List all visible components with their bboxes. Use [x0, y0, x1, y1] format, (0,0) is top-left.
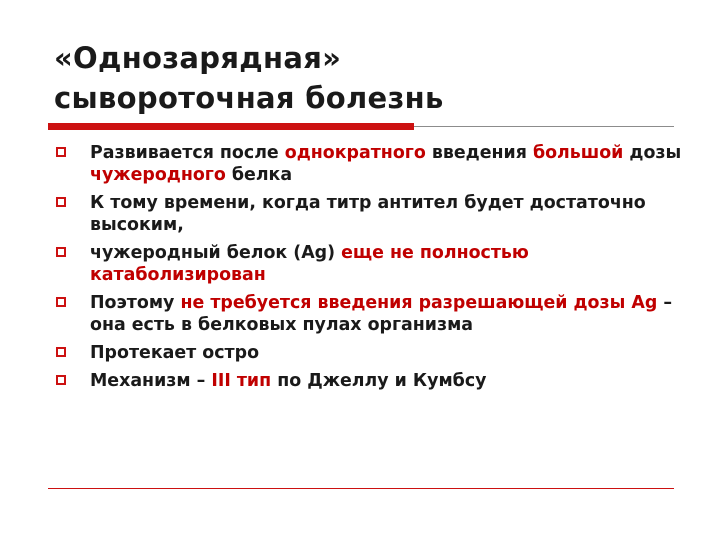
- emphasis-text: однократного: [284, 143, 426, 163]
- footer-divider-line: [48, 488, 674, 489]
- emphasis-text: большой: [532, 143, 624, 163]
- square-bullet-icon: [56, 147, 66, 157]
- emphasis-text: не требуется введения разрешающей дозы Ag: [180, 293, 658, 313]
- square-bullet-icon: [56, 297, 66, 307]
- title-accent-bar: [48, 123, 414, 130]
- slide-title: [54, 38, 674, 118]
- bullet-list: [54, 142, 704, 398]
- bullet-item: Механизм – III тип по Джеллу и Кумбсу: [54, 370, 704, 392]
- bullet-item: Развивается после однократного введения большой дозы чужеродного белка: [54, 142, 704, 186]
- emphasis-text: еще не полностью катаболизирован: [90, 243, 529, 285]
- emphasis-text: III тип: [211, 371, 272, 391]
- bullet-item: Поэтому не требуется введения разрешающей дозы Ag – она есть в белковых пулах организма: [54, 292, 704, 336]
- emphasis-text: чужеродного: [90, 165, 226, 185]
- bullet-item: чужеродный белок (Ag) еще не полностью катаболизирован: [54, 242, 704, 286]
- title-line-1: «Однозарядная»: [54, 41, 342, 75]
- bullet-item: Протекает остро: [54, 342, 704, 364]
- square-bullet-icon: [56, 197, 66, 207]
- square-bullet-icon: [56, 347, 66, 357]
- title-line-2: сывороточная болезнь: [54, 81, 444, 115]
- square-bullet-icon: [56, 375, 66, 385]
- square-bullet-icon: [56, 247, 66, 257]
- bullet-item: К тому времени, когда титр антител будет достаточно высоким,: [54, 192, 704, 236]
